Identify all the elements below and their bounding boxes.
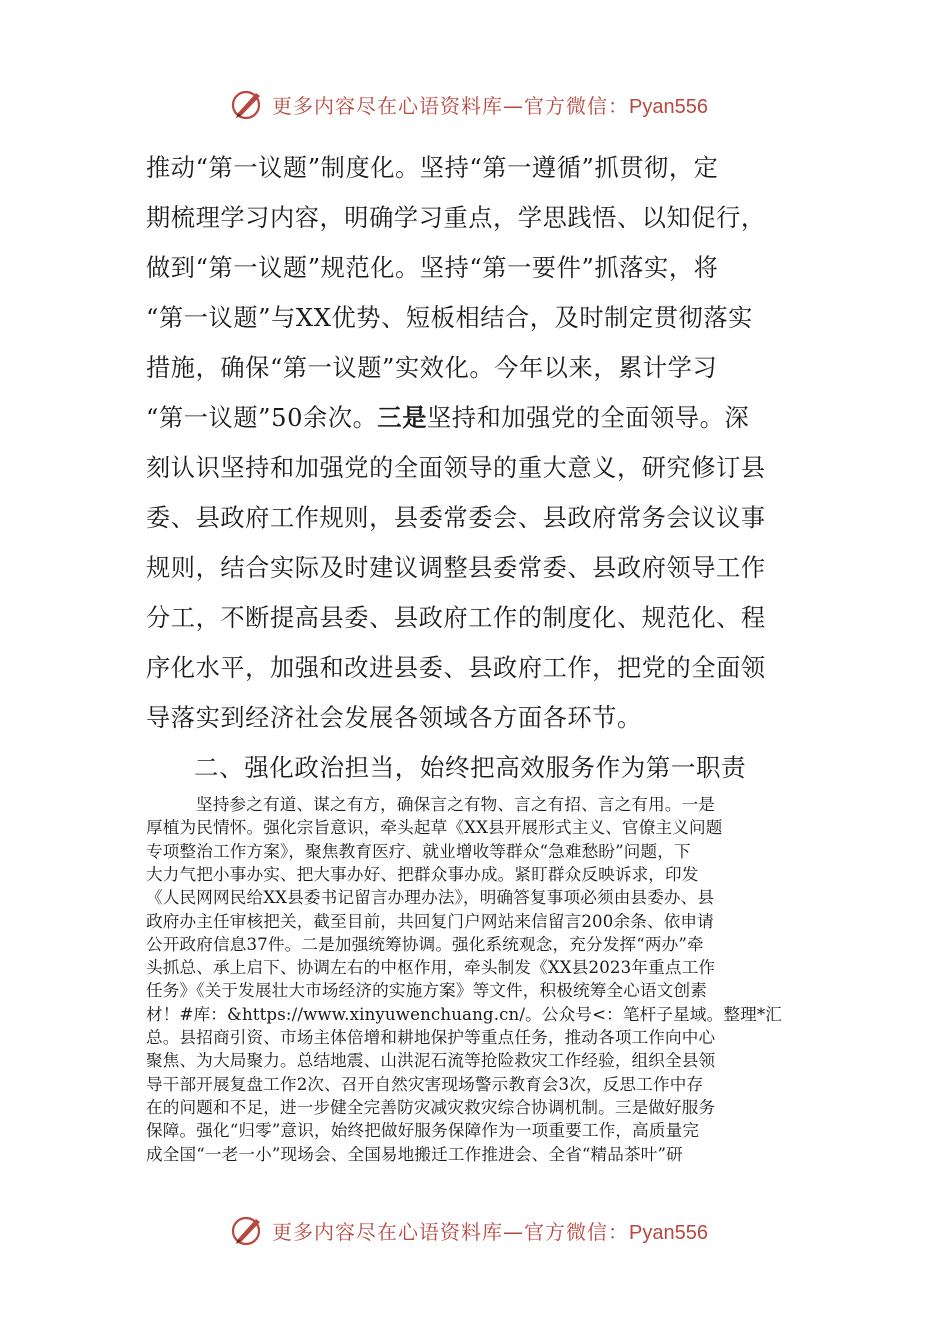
text-line: 规则，结合实际及时建议调整县委常委、县政府领导工作 xyxy=(146,554,766,582)
text-line: 做到“第一议题”规范化。坚持“第一要件”抓落实，将 xyxy=(146,254,719,282)
text-line: 头抓总、承上启下、协调左右的中枢作用，牵头制发《XX县2023年重点工作 xyxy=(146,958,716,978)
text-line: 材！#库：&https://www.xinyuwenchuang.cn/。公众号<：笔杆子星域。整理*汇 xyxy=(146,1004,783,1024)
text-line xyxy=(146,400,749,436)
text-line: 厚植为民情怀。强化宗旨意识，牵头起草《XX县开展形式主义、官僚主义问题 xyxy=(146,818,723,838)
text-line: 坚持参之有道、谋之有方，确保言之有物、言之有招、言之有用。一是 xyxy=(196,795,716,814)
text-line: 大力气把小事办实、把大事办好、把群众事办成。紧盯群众反映诉求，印发 xyxy=(146,864,699,884)
text-line: 总。县招商引资、市场主体倍增和耕地保护等重点任务，推动各项工作向中心 xyxy=(146,1028,716,1047)
text-line: 序化水平，加强和改进县委、县政府工作，把党的全面领 xyxy=(146,654,766,682)
bold-lead: 三是 xyxy=(377,403,427,432)
text-line: 推动“第一议题”制度化。坚持“第一遵循”抓贯彻，定 xyxy=(146,154,719,182)
text-line: 分工，不断提高县委、县政府工作的制度化、规范化、程 xyxy=(146,604,766,632)
text-line: 《人民网网民给XX县委书记留言办理办法》，明确答复事项必须由县委办、县 xyxy=(146,888,715,908)
watermark-text: 更多内容尽在心语资料库—官方微信：Pyan556 xyxy=(272,1219,708,1244)
text-line: 导干部开展复盘工作2次、召开自然灾害现场警示教育会3次，反思工作中存 xyxy=(146,1074,704,1094)
text-line: 导落实到经济社会发展各领域各方面各环节。 xyxy=(146,704,642,732)
text-line: 政府办主任审核把关，截至目前，共回复门户网站来信留言200余条、依申请 xyxy=(146,911,714,931)
pen-logo-icon xyxy=(230,1212,266,1248)
watermark-footer xyxy=(230,1210,730,1250)
pen-logo-icon xyxy=(230,86,266,122)
text-line: 期梳理学习内容，明确学习重点，学思践悟、以知促行， xyxy=(146,204,766,232)
text-line: 任务》《关于发展壮大市场经济的实施方案》等文件，积极统筹全心语文创素 xyxy=(146,981,707,1001)
text-run: “第一议题”50余次。 xyxy=(146,404,378,432)
section-heading: 二、强化政治担当，始终把高效服务作为第一职责 xyxy=(194,753,747,782)
text-line: 成全国“一老一小”现场会、全国易地搬迁工作推进会、全省“精品茶叶”研 xyxy=(146,1144,683,1164)
watermark-text: 更多内容尽在心语资料库—官方微信：Pyan556 xyxy=(272,93,708,118)
text-line: 刻认识坚持和加强党的全面领导的重大意义，研究修订县 xyxy=(146,454,766,482)
text-line: “第一议题”与XX优势、短板相结合，及时制定贯彻落实 xyxy=(146,304,753,332)
text-line: 委、县政府工作规则，县委常委会、县政府常务会议议事 xyxy=(146,504,766,532)
text-line: 措施，确保“第一议题”实效化。今年以来，累计学习 xyxy=(146,354,718,382)
text-run: 坚持和加强党的全面领导。深 xyxy=(427,404,750,432)
text-line: 专项整治工作方案》，聚焦教育医疗、就业增收等群众“急难愁盼”问题，下 xyxy=(146,841,691,861)
text-line: 保障。强化“归零”意识，始终把做好服务保障作为一项重要工作，高质量完 xyxy=(146,1121,700,1141)
watermark-header xyxy=(230,84,730,124)
text-line: 聚焦、为大局聚力。总结地震、山洪泥石流等抢险救灾工作经验，组织全县领 xyxy=(146,1051,716,1071)
text-line: 公开政府信息37件。二是加强统筹协调。强化系统观念，充分发挥“两办”牵 xyxy=(146,934,704,954)
text-line: 在的问题和不足，进一步健全完善防灾减灾救灾综合协调机制。三是做好服务 xyxy=(146,1097,716,1117)
